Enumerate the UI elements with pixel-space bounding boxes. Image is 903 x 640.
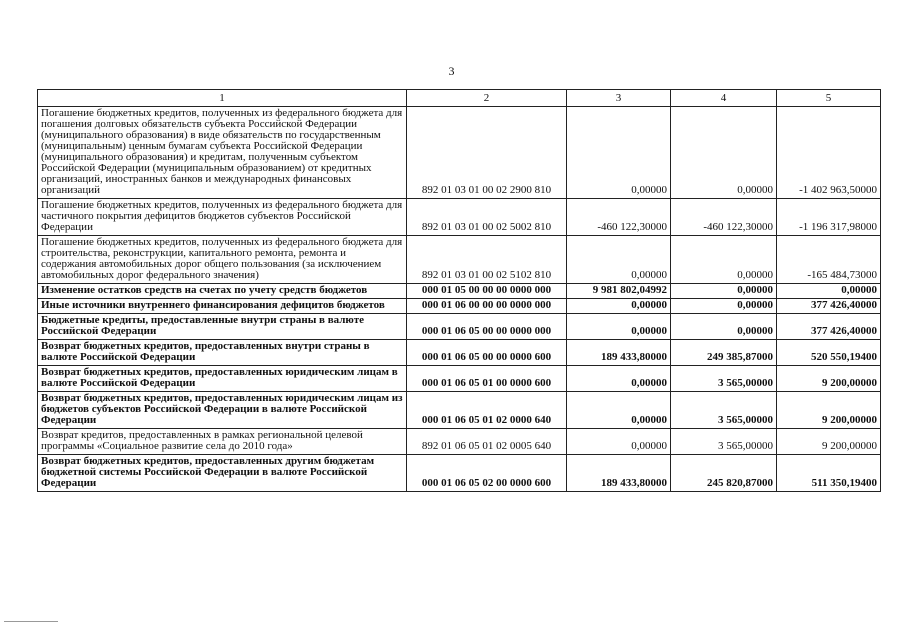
table-row	[38, 199, 881, 236]
table-row	[38, 314, 881, 340]
row-description: Погашение бюджетных кредитов, полученных из федерального бюджета для частичного покрытия дефицитов бюджетов субъектов Российской Федерации	[38, 199, 407, 236]
row-value-col5: 9 200,00000	[777, 392, 881, 429]
table-row	[38, 236, 881, 284]
row-value-col3: -460 122,30000	[567, 199, 671, 236]
row-budget-code: 000 01 06 05 00 00 0000 000	[407, 314, 567, 340]
footer-divider	[4, 621, 58, 622]
header-row	[38, 90, 881, 107]
row-value-col4: 0,00000	[671, 284, 777, 299]
row-value-col5: 377 426,40000	[777, 314, 881, 340]
row-value-col3: 0,00000	[567, 299, 671, 314]
row-description: Возврат кредитов, предоставленных в рамках региональной целевой программы «Социальное развитие села до 2010 года»	[38, 429, 407, 455]
table-row	[38, 366, 881, 392]
row-budget-code: 892 01 03 01 00 02 5002 810	[407, 199, 567, 236]
table-row	[38, 299, 881, 314]
row-value-col4: 0,00000	[671, 299, 777, 314]
row-description: Иные источники внутреннего финансирования дефицитов бюджетов	[38, 299, 407, 314]
row-value-col5: -1 196 317,98000	[777, 199, 881, 236]
row-description: Возврат бюджетных кредитов, предоставленных другим бюджетам бюджетной системы Российской Федерации в валюте Российской Федерации	[38, 455, 407, 492]
row-value-col5: 511 350,19400	[777, 455, 881, 492]
table-row	[38, 340, 881, 366]
row-value-col5: 377 426,40000	[777, 299, 881, 314]
row-description: Возврат бюджетных кредитов, предоставленных юридическим лицам из бюджетов субъектов Российской Федерации в валюте Российской Федерации	[38, 392, 407, 429]
table-row	[38, 429, 881, 455]
table-row	[38, 392, 881, 429]
row-budget-code: 892 01 06 05 01 02 0005 640	[407, 429, 567, 455]
row-budget-code: 892 01 03 01 00 02 5102 810	[407, 236, 567, 284]
row-value-col4: 3 565,00000	[671, 392, 777, 429]
row-budget-code: 000 01 06 00 00 00 0000 000	[407, 299, 567, 314]
row-description: Бюджетные кредиты, предоставленные внутри страны в валюте Российской Федерации	[38, 314, 407, 340]
row-value-col3: 0,00000	[567, 236, 671, 284]
row-budget-code: 000 01 05 00 00 00 0000 000	[407, 284, 567, 299]
row-value-col5: 9 200,00000	[777, 429, 881, 455]
row-value-col4: -460 122,30000	[671, 199, 777, 236]
row-value-col3: 0,00000	[567, 392, 671, 429]
budget-sources-table	[37, 89, 881, 492]
row-value-col5: 0,00000	[777, 284, 881, 299]
row-description: Возврат бюджетных кредитов, предоставленных внутри страны в валюте Российской Федерации	[38, 340, 407, 366]
row-budget-code: 000 01 06 05 01 00 0000 600	[407, 366, 567, 392]
row-value-col4: 3 565,00000	[671, 429, 777, 455]
row-description: Погашение бюджетных кредитов, полученных из федерального бюджета для погашения долговых обязательств субъекта Российской Федерации (муниципального образования) в виде обязательств по государственным (муниципальным) ценным бумагам субъекта Российской Федерации (муниципального образования) и кредитам, полученным субъектом Российской Федерации (муниципальным образованием) от кредитных организаций, иностранных банков и международных финансовых организаций	[38, 107, 407, 199]
row-value-col4: 0,00000	[671, 236, 777, 284]
row-value-col5: 520 550,19400	[777, 340, 881, 366]
table-body	[38, 107, 881, 492]
row-budget-code: 000 01 06 05 01 02 0000 640	[407, 392, 567, 429]
row-value-col4: 0,00000	[671, 107, 777, 199]
page-number: 3	[448, 64, 455, 78]
row-budget-code: 892 01 03 01 00 02 2900 810	[407, 107, 567, 199]
row-description: Возврат бюджетных кредитов, предоставленных юридическим лицам в валюте Российской Федерации	[38, 366, 407, 392]
row-value-col5: -165 484,73000	[777, 236, 881, 284]
row-description: Погашение бюджетных кредитов, полученных из федерального бюджета для строительства, реконструкции, капитального ремонта, ремонта и содержания автомобильных дорог общего пользования (за исключением автомобильных дорог федерального значения)	[38, 236, 407, 284]
row-value-col3: 0,00000	[567, 429, 671, 455]
column-header-3: 3	[567, 90, 671, 107]
table-row	[38, 107, 881, 199]
table-row	[38, 284, 881, 299]
row-value-col4: 249 385,87000	[671, 340, 777, 366]
row-value-col4: 245 820,87000	[671, 455, 777, 492]
row-value-col3: 0,00000	[567, 107, 671, 199]
column-header-2: 2	[407, 90, 567, 107]
row-value-col3: 9 981 802,04992	[567, 284, 671, 299]
row-value-col3: 189 433,80000	[567, 340, 671, 366]
row-budget-code: 000 01 06 05 02 00 0000 600	[407, 455, 567, 492]
column-header-5: 5	[777, 90, 881, 107]
row-value-col4: 0,00000	[671, 314, 777, 340]
row-value-col3: 189 433,80000	[567, 455, 671, 492]
row-budget-code: 000 01 06 05 00 00 0000 600	[407, 340, 567, 366]
row-value-col3: 0,00000	[567, 314, 671, 340]
column-header-1: 1	[38, 90, 407, 107]
row-value-col5: 9 200,00000	[777, 366, 881, 392]
row-value-col3: 0,00000	[567, 366, 671, 392]
row-description: Изменение остатков средств на счетах по учету средств бюджетов	[38, 284, 407, 299]
column-header-4: 4	[671, 90, 777, 107]
row-value-col4: 3 565,00000	[671, 366, 777, 392]
row-value-col5: -1 402 963,50000	[777, 107, 881, 199]
table-row	[38, 455, 881, 492]
